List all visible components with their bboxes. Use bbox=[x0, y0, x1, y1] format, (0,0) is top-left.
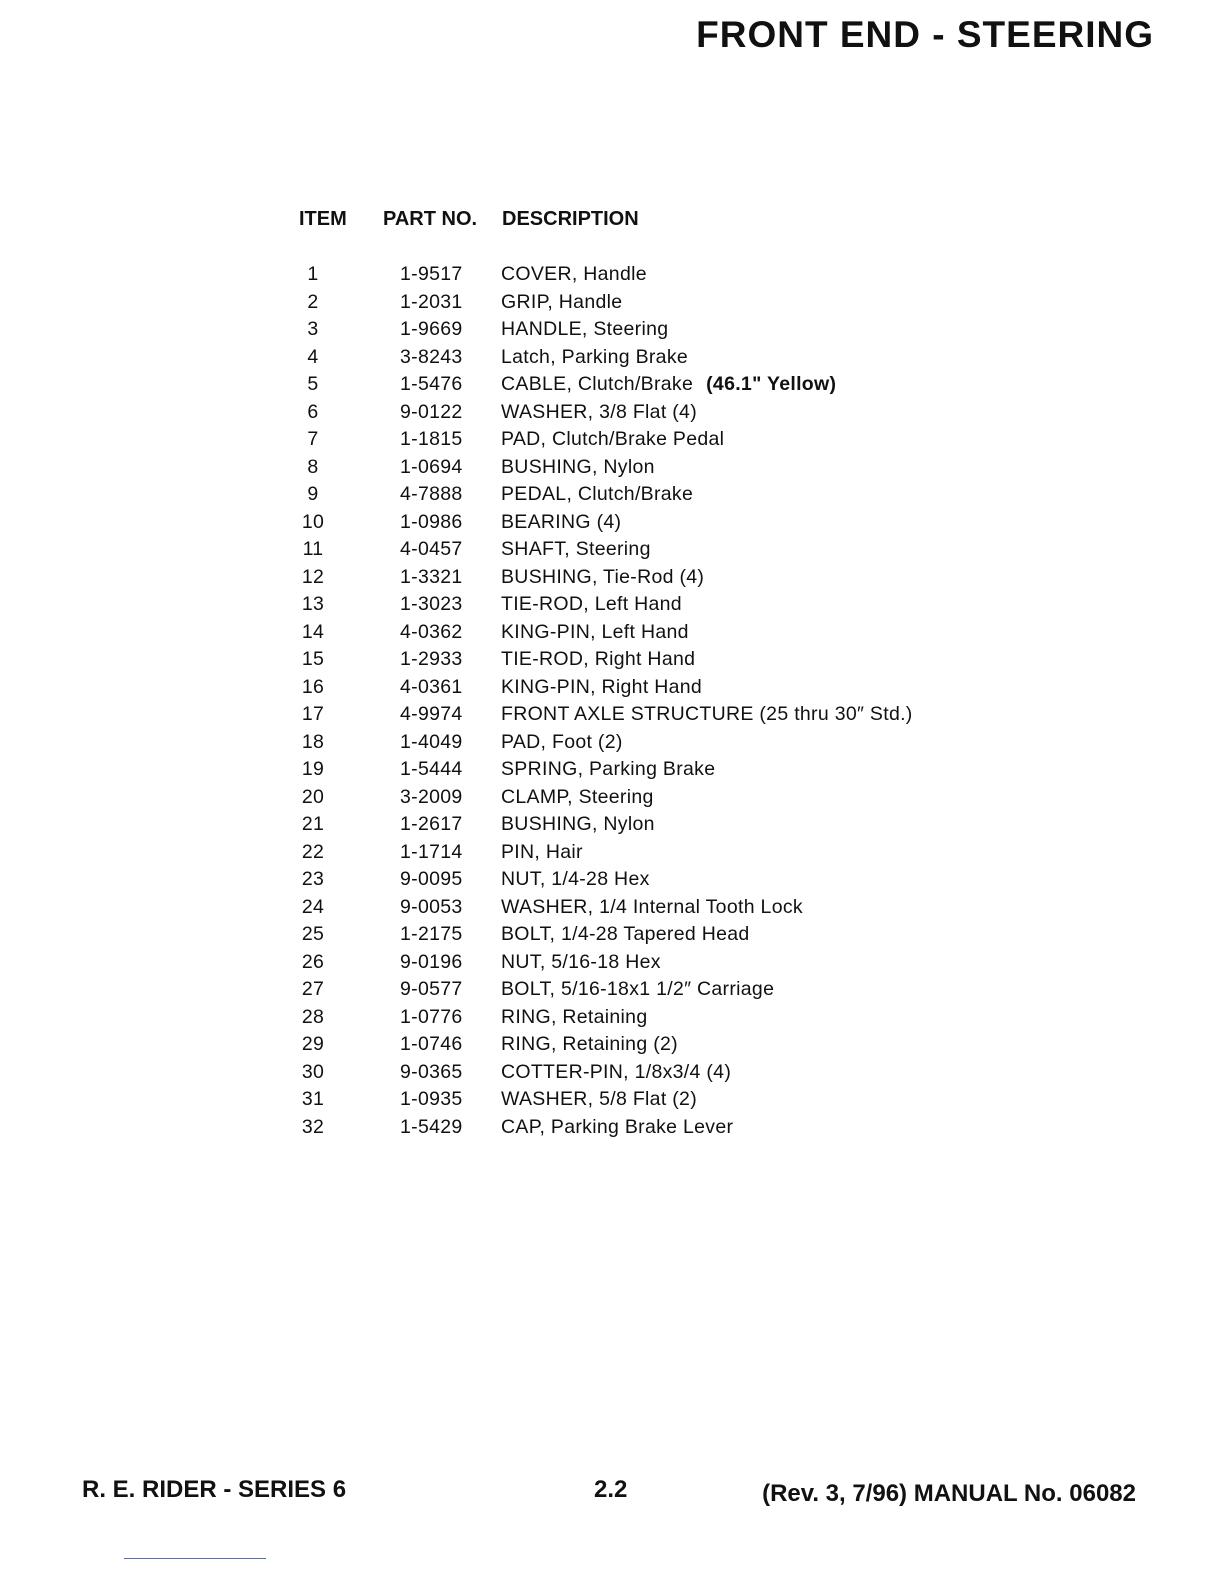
description-text: NUT, 5/16-18 Hex bbox=[501, 950, 661, 973]
item-number: 11 bbox=[302, 538, 324, 560]
item-number: 30 bbox=[301, 1060, 325, 1083]
part-description bbox=[501, 263, 647, 286]
item-number: 12 bbox=[301, 565, 325, 588]
description-text: GRIP, Handle bbox=[501, 290, 623, 313]
description-text: RING, Retaining (2) bbox=[501, 1033, 678, 1055]
item-number: 4 bbox=[307, 345, 319, 368]
description-text: WASHER, 3/8 Flat (4) bbox=[501, 400, 697, 423]
part-description bbox=[501, 841, 583, 864]
part-number: 1-0776 bbox=[400, 1005, 463, 1028]
description-text: COVER, Handle bbox=[501, 263, 647, 285]
table-row bbox=[290, 1116, 990, 1144]
table-row bbox=[290, 428, 990, 456]
part-description bbox=[501, 923, 750, 946]
item-number: 5 bbox=[307, 373, 319, 395]
description-note: (46.1" Yellow) bbox=[706, 373, 837, 395]
part-number: 1-3321 bbox=[400, 565, 463, 588]
footer-series: R. E. RIDER - SERIES 6 bbox=[82, 1476, 347, 1503]
description-text: FRONT AXLE STRUCTURE (25 thru 30″ Std.) bbox=[501, 703, 913, 725]
description-text: CAP, Parking Brake Lever bbox=[501, 1115, 734, 1138]
table-row bbox=[290, 1061, 990, 1089]
item-number: 19 bbox=[301, 758, 325, 780]
part-description bbox=[501, 1033, 678, 1056]
item-number: 8 bbox=[307, 455, 319, 478]
part-number: 1-2175 bbox=[400, 923, 463, 945]
item-number: 21 bbox=[301, 813, 325, 835]
table-row bbox=[290, 511, 990, 539]
item-number: 22 bbox=[301, 840, 325, 863]
description-text: PEDAL, Clutch/Brake bbox=[501, 483, 694, 505]
part-number: 1-4049 bbox=[400, 730, 463, 753]
description-text: WASHER, 5/8 Flat (2) bbox=[501, 1088, 697, 1110]
part-number: 1-5444 bbox=[400, 758, 463, 780]
part-number: 1-5476 bbox=[400, 373, 463, 395]
item-number: 6 bbox=[307, 400, 319, 423]
part-description bbox=[501, 483, 693, 506]
footer-manual-number: (Rev. 3, 7/96) MANUAL No. 06082 bbox=[762, 1480, 1136, 1507]
description-text: TIE-ROD, Right Hand bbox=[501, 648, 696, 670]
part-number: 1-9517 bbox=[400, 263, 463, 285]
part-description bbox=[501, 1006, 647, 1029]
part-description bbox=[501, 566, 704, 589]
part-number: 1-1714 bbox=[400, 840, 463, 863]
description-text: BUSHING, Tie-Rod (4) bbox=[501, 565, 705, 588]
table-row bbox=[290, 538, 990, 566]
item-number: 13 bbox=[301, 593, 325, 615]
table-row bbox=[290, 566, 990, 594]
part-description bbox=[501, 511, 621, 534]
part-description bbox=[501, 291, 622, 314]
table-row bbox=[290, 1006, 990, 1034]
divider bbox=[124, 1558, 266, 1559]
description-text: SHAFT, Steering bbox=[501, 538, 651, 560]
table-row bbox=[290, 1033, 990, 1061]
item-number: 14 bbox=[301, 620, 325, 643]
item-number: 23 bbox=[301, 868, 325, 890]
part-description bbox=[501, 401, 697, 424]
part-number: 1-9669 bbox=[400, 318, 463, 340]
part-description bbox=[501, 703, 913, 726]
item-number: 20 bbox=[301, 785, 325, 808]
description-text: PAD, Foot (2) bbox=[501, 730, 623, 753]
item-number: 3 bbox=[307, 318, 319, 340]
part-number: 3-8243 bbox=[400, 345, 463, 368]
part-description bbox=[501, 346, 688, 369]
description-text: BUSHING, Nylon bbox=[501, 813, 655, 835]
description-text: TIE-ROD, Left Hand bbox=[501, 593, 682, 615]
item-number: 1 bbox=[307, 263, 319, 285]
part-number: 4-9974 bbox=[400, 703, 463, 725]
table-header bbox=[290, 206, 990, 240]
part-number: 1-3023 bbox=[400, 593, 463, 615]
part-description bbox=[501, 621, 689, 644]
part-number: 9-0053 bbox=[400, 895, 463, 918]
part-description bbox=[501, 373, 836, 396]
item-number: 31 bbox=[301, 1088, 325, 1110]
description-text: CLAMP, Steering bbox=[501, 785, 654, 808]
part-description bbox=[501, 676, 702, 699]
part-description bbox=[501, 318, 668, 341]
part-number: 4-0362 bbox=[400, 620, 463, 643]
table-row bbox=[290, 291, 990, 319]
table-body bbox=[290, 263, 990, 1143]
header-item: ITEM bbox=[299, 208, 347, 230]
part-description bbox=[501, 896, 803, 919]
table-row bbox=[290, 483, 990, 511]
item-number: 9 bbox=[307, 483, 319, 505]
page-title: FRONT END - STEERING bbox=[696, 14, 1154, 55]
part-description bbox=[501, 1061, 731, 1084]
part-description bbox=[501, 648, 695, 671]
table-row bbox=[290, 346, 990, 374]
table-row bbox=[290, 896, 990, 924]
table-row bbox=[290, 593, 990, 621]
description-text: BEARING (4) bbox=[501, 510, 622, 533]
description-text: RING, Retaining bbox=[501, 1005, 648, 1028]
part-number: 1-0746 bbox=[400, 1033, 463, 1055]
part-description bbox=[501, 428, 724, 451]
part-description bbox=[501, 786, 654, 809]
table-row bbox=[290, 978, 990, 1006]
description-text: COTTER-PIN, 1/8x3/4 (4) bbox=[501, 1060, 732, 1083]
table-row bbox=[290, 703, 990, 731]
part-description bbox=[501, 1088, 697, 1111]
item-number: 10 bbox=[301, 510, 325, 533]
table-row bbox=[290, 676, 990, 704]
part-number: 9-0095 bbox=[400, 868, 463, 890]
part-number: 1-0935 bbox=[400, 1088, 463, 1110]
table-row bbox=[290, 621, 990, 649]
part-number: 9-0577 bbox=[400, 978, 463, 1000]
item-number: 27 bbox=[301, 978, 325, 1000]
item-number: 15 bbox=[301, 648, 325, 670]
part-description bbox=[501, 951, 661, 974]
part-description bbox=[501, 593, 682, 616]
description-text: PAD, Clutch/Brake Pedal bbox=[501, 428, 725, 450]
description-text: BUSHING, Nylon bbox=[501, 455, 655, 478]
header-description: DESCRIPTION bbox=[502, 208, 639, 230]
description-text: KING-PIN, Right Hand bbox=[501, 675, 703, 698]
part-number: 4-0361 bbox=[400, 675, 463, 698]
item-number: 2 bbox=[307, 290, 319, 313]
table-row bbox=[290, 841, 990, 869]
description-text: NUT, 1/4-28 Hex bbox=[501, 868, 650, 890]
table-row bbox=[290, 456, 990, 484]
part-number: 1-2031 bbox=[400, 290, 463, 313]
description-text: PIN, Hair bbox=[501, 840, 583, 863]
part-description bbox=[501, 1116, 733, 1139]
description-text: CABLE, Clutch/Brake bbox=[501, 373, 694, 395]
description-text: HANDLE, Steering bbox=[501, 318, 669, 340]
part-number: 1-0694 bbox=[400, 455, 463, 478]
part-number: 1-1815 bbox=[400, 428, 463, 450]
table-row bbox=[290, 868, 990, 896]
part-description bbox=[501, 731, 623, 754]
part-description bbox=[501, 978, 774, 1001]
table-row bbox=[290, 1088, 990, 1116]
part-number: 1-5429 bbox=[400, 1115, 463, 1138]
description-text: Latch, Parking Brake bbox=[501, 345, 689, 368]
description-text: KING-PIN, Left Hand bbox=[501, 620, 689, 643]
table-row bbox=[290, 401, 990, 429]
part-description bbox=[501, 868, 650, 891]
part-description bbox=[501, 758, 715, 781]
item-number: 25 bbox=[301, 923, 325, 945]
table-row bbox=[290, 318, 990, 346]
part-number: 4-0457 bbox=[400, 538, 463, 560]
table-row bbox=[290, 648, 990, 676]
part-number: 4-7888 bbox=[400, 483, 463, 505]
part-number: 9-0196 bbox=[400, 950, 463, 973]
table-row bbox=[290, 373, 990, 401]
table-row bbox=[290, 951, 990, 979]
item-number: 7 bbox=[307, 428, 319, 450]
part-number: 3-2009 bbox=[400, 785, 463, 808]
item-number: 24 bbox=[301, 895, 325, 918]
part-number: 1-2933 bbox=[400, 648, 463, 670]
item-number: 16 bbox=[301, 675, 325, 698]
description-text: BOLT, 5/16-18x1 1/2″ Carriage bbox=[501, 978, 775, 1000]
header-part-no: PART NO. bbox=[383, 208, 478, 230]
page-number: 2.2 bbox=[594, 1476, 628, 1503]
table-row bbox=[290, 786, 990, 814]
item-number: 28 bbox=[301, 1005, 325, 1028]
table-row bbox=[290, 813, 990, 841]
table-row bbox=[290, 923, 990, 951]
part-number: 1-2617 bbox=[400, 813, 463, 835]
item-number: 29 bbox=[301, 1033, 325, 1055]
item-number: 18 bbox=[301, 730, 325, 753]
part-number: 9-0365 bbox=[400, 1060, 463, 1083]
item-number: 32 bbox=[301, 1115, 325, 1138]
part-description bbox=[501, 813, 655, 836]
parts-table bbox=[290, 206, 990, 1138]
part-number: 9-0122 bbox=[400, 400, 463, 423]
description-text: BOLT, 1/4-28 Tapered Head bbox=[501, 923, 750, 945]
table-row bbox=[290, 263, 990, 291]
part-description bbox=[501, 538, 651, 561]
table-row bbox=[290, 731, 990, 759]
description-text: SPRING, Parking Brake bbox=[501, 758, 716, 780]
part-number: 1-0986 bbox=[400, 510, 463, 533]
description-text: WASHER, 1/4 Internal Tooth Lock bbox=[501, 895, 803, 918]
item-number: 17 bbox=[301, 703, 325, 725]
part-description bbox=[501, 456, 655, 479]
table-row bbox=[290, 758, 990, 786]
item-number: 26 bbox=[301, 950, 325, 973]
